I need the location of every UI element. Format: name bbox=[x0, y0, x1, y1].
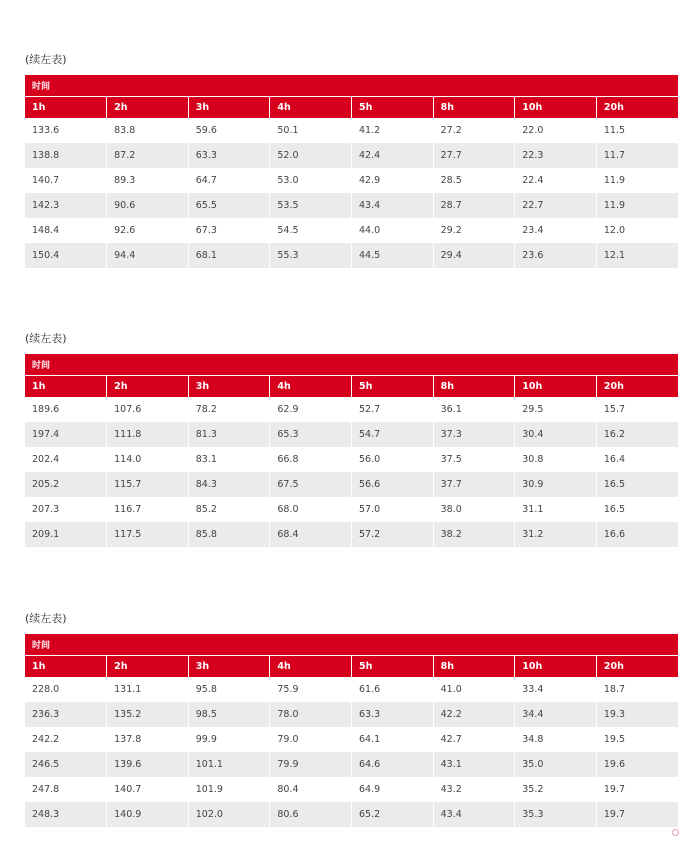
column-header: 4h bbox=[270, 376, 352, 398]
table-cell: 41.2 bbox=[352, 118, 434, 143]
table-cell: 22.7 bbox=[515, 193, 597, 218]
table-cell: 64.6 bbox=[352, 752, 434, 777]
table-cell: 139.6 bbox=[107, 752, 189, 777]
column-header: 4h bbox=[270, 656, 352, 678]
table-cell: 22.4 bbox=[515, 168, 597, 193]
table-cell: 43.4 bbox=[352, 193, 434, 218]
table-cell: 19.7 bbox=[596, 802, 678, 827]
table-row bbox=[25, 168, 678, 193]
column-header: 2h bbox=[107, 376, 189, 398]
table-cell: 81.3 bbox=[188, 422, 270, 447]
table-cell: 27.7 bbox=[433, 143, 515, 168]
table-cell: 31.1 bbox=[515, 497, 597, 522]
table-cell: 140.9 bbox=[107, 802, 189, 827]
table-cell: 102.0 bbox=[188, 802, 270, 827]
table-cell: 35.0 bbox=[515, 752, 597, 777]
table-row bbox=[25, 677, 678, 702]
table-cell: 140.7 bbox=[25, 168, 107, 193]
table-cell: 133.6 bbox=[25, 118, 107, 143]
table-cell: 44.5 bbox=[352, 243, 434, 268]
table-cell: 23.6 bbox=[515, 243, 597, 268]
table-row bbox=[25, 397, 678, 422]
table-cell: 148.4 bbox=[25, 218, 107, 243]
data-table bbox=[25, 354, 678, 547]
table-cell: 142.3 bbox=[25, 193, 107, 218]
table-cell: 101.1 bbox=[188, 752, 270, 777]
table-cell: 68.0 bbox=[270, 497, 352, 522]
table-row bbox=[25, 702, 678, 727]
table-cell: 22.0 bbox=[515, 118, 597, 143]
table-cell: 68.4 bbox=[270, 522, 352, 547]
table-cell: 150.4 bbox=[25, 243, 107, 268]
table-cell: 107.6 bbox=[107, 397, 189, 422]
table-cell: 131.1 bbox=[107, 677, 189, 702]
table-section-3 bbox=[25, 611, 678, 827]
column-header: 1h bbox=[25, 97, 107, 119]
table-cell: 78.2 bbox=[188, 397, 270, 422]
table-cell: 67.3 bbox=[188, 218, 270, 243]
table-cell: 57.2 bbox=[352, 522, 434, 547]
table-row bbox=[25, 522, 678, 547]
table-cell: 61.6 bbox=[352, 677, 434, 702]
table-cell: 55.3 bbox=[270, 243, 352, 268]
table-cell: 56.6 bbox=[352, 472, 434, 497]
table-cell: 52.7 bbox=[352, 397, 434, 422]
column-header: 2h bbox=[107, 656, 189, 678]
time-group-header: 时间 bbox=[25, 634, 678, 656]
table-cell: 83.1 bbox=[188, 447, 270, 472]
column-header: 20h bbox=[596, 97, 678, 119]
column-header: 10h bbox=[515, 97, 597, 119]
table-cell: 137.8 bbox=[107, 727, 189, 752]
table-cell: 33.4 bbox=[515, 677, 597, 702]
table-cell: 42.9 bbox=[352, 168, 434, 193]
table-cell: 79.9 bbox=[270, 752, 352, 777]
table-cell: 22.3 bbox=[515, 143, 597, 168]
table-cell: 85.2 bbox=[188, 497, 270, 522]
column-header: 3h bbox=[188, 656, 270, 678]
table-cell: 31.2 bbox=[515, 522, 597, 547]
column-header: 1h bbox=[25, 376, 107, 398]
table-cell: 111.8 bbox=[107, 422, 189, 447]
table-cell: 246.5 bbox=[25, 752, 107, 777]
table-cell: 90.6 bbox=[107, 193, 189, 218]
table-cell: 28.7 bbox=[433, 193, 515, 218]
table-cell: 50.1 bbox=[270, 118, 352, 143]
table-cell: 53.0 bbox=[270, 168, 352, 193]
table-cell: 87.2 bbox=[107, 143, 189, 168]
table-cell: 11.9 bbox=[596, 193, 678, 218]
table-cell: 29.2 bbox=[433, 218, 515, 243]
table-cell: 205.2 bbox=[25, 472, 107, 497]
table-cell: 242.2 bbox=[25, 727, 107, 752]
table-cell: 16.4 bbox=[596, 447, 678, 472]
watermark-logo-icon bbox=[672, 829, 679, 836]
table-cell: 43.4 bbox=[433, 802, 515, 827]
table-cell: 16.5 bbox=[596, 472, 678, 497]
table-row bbox=[25, 118, 678, 143]
table-cell: 35.3 bbox=[515, 802, 597, 827]
table-cell: 65.3 bbox=[270, 422, 352, 447]
column-header: 3h bbox=[188, 97, 270, 119]
table-cell: 29.5 bbox=[515, 397, 597, 422]
table-cell: 43.2 bbox=[433, 777, 515, 802]
table-cell: 12.0 bbox=[596, 218, 678, 243]
column-header: 1h bbox=[25, 656, 107, 678]
table-caption: (续左表) bbox=[25, 612, 67, 625]
column-header: 5h bbox=[352, 376, 434, 398]
table-cell: 27.2 bbox=[433, 118, 515, 143]
column-header: 2h bbox=[107, 97, 189, 119]
table-row bbox=[25, 472, 678, 497]
column-header: 5h bbox=[352, 656, 434, 678]
column-header: 20h bbox=[596, 656, 678, 678]
table-cell: 35.2 bbox=[515, 777, 597, 802]
table-cell: 16.5 bbox=[596, 497, 678, 522]
table-cell: 79.0 bbox=[270, 727, 352, 752]
table-cell: 43.1 bbox=[433, 752, 515, 777]
table-cell: 62.9 bbox=[270, 397, 352, 422]
table-cell: 228.0 bbox=[25, 677, 107, 702]
table-cell: 140.7 bbox=[107, 777, 189, 802]
column-header: 10h bbox=[515, 376, 597, 398]
table-cell: 57.0 bbox=[352, 497, 434, 522]
column-header: 3h bbox=[188, 376, 270, 398]
table-cell: 11.9 bbox=[596, 168, 678, 193]
data-table bbox=[25, 75, 678, 268]
table-cell: 29.4 bbox=[433, 243, 515, 268]
table-row bbox=[25, 218, 678, 243]
table-cell: 78.0 bbox=[270, 702, 352, 727]
table-cell: 16.6 bbox=[596, 522, 678, 547]
table-cell: 54.5 bbox=[270, 218, 352, 243]
table-cell: 64.1 bbox=[352, 727, 434, 752]
table-cell: 65.2 bbox=[352, 802, 434, 827]
table-cell: 30.8 bbox=[515, 447, 597, 472]
table-cell: 36.1 bbox=[433, 397, 515, 422]
table-cell: 117.5 bbox=[107, 522, 189, 547]
table-cell: 89.3 bbox=[107, 168, 189, 193]
table-cell: 236.3 bbox=[25, 702, 107, 727]
table-cell: 16.2 bbox=[596, 422, 678, 447]
table-cell: 42.4 bbox=[352, 143, 434, 168]
table-row bbox=[25, 777, 678, 802]
column-header: 8h bbox=[433, 376, 515, 398]
table-cell: 63.3 bbox=[352, 702, 434, 727]
table-cell: 189.6 bbox=[25, 397, 107, 422]
table-caption: (续左表) bbox=[25, 53, 67, 66]
table-cell: 63.3 bbox=[188, 143, 270, 168]
table-cell: 248.3 bbox=[25, 802, 107, 827]
table-row bbox=[25, 752, 678, 777]
table-cell: 138.8 bbox=[25, 143, 107, 168]
table-cell: 11.5 bbox=[596, 118, 678, 143]
table-cell: 65.5 bbox=[188, 193, 270, 218]
table-cell: 202.4 bbox=[25, 447, 107, 472]
table-cell: 68.1 bbox=[188, 243, 270, 268]
table-cell: 38.2 bbox=[433, 522, 515, 547]
table-cell: 19.5 bbox=[596, 727, 678, 752]
table-cell: 98.5 bbox=[188, 702, 270, 727]
table-cell: 44.0 bbox=[352, 218, 434, 243]
table-cell: 19.3 bbox=[596, 702, 678, 727]
table-cell: 116.7 bbox=[107, 497, 189, 522]
table-cell: 12.1 bbox=[596, 243, 678, 268]
table-cell: 37.7 bbox=[433, 472, 515, 497]
table-section-2 bbox=[25, 331, 678, 547]
table-cell: 75.9 bbox=[270, 677, 352, 702]
table-cell: 56.0 bbox=[352, 447, 434, 472]
table-cell: 80.6 bbox=[270, 802, 352, 827]
column-header: 20h bbox=[596, 376, 678, 398]
table-cell: 64.9 bbox=[352, 777, 434, 802]
table-caption: (续左表) bbox=[25, 332, 67, 345]
table-row bbox=[25, 193, 678, 218]
table-cell: 38.0 bbox=[433, 497, 515, 522]
column-header: 4h bbox=[270, 97, 352, 119]
table-cell: 34.8 bbox=[515, 727, 597, 752]
table-cell: 207.3 bbox=[25, 497, 107, 522]
table-cell: 95.8 bbox=[188, 677, 270, 702]
table-cell: 42.2 bbox=[433, 702, 515, 727]
column-header: 8h bbox=[433, 97, 515, 119]
table-cell: 85.8 bbox=[188, 522, 270, 547]
table-cell: 23.4 bbox=[515, 218, 597, 243]
table-row bbox=[25, 727, 678, 752]
table-cell: 135.2 bbox=[107, 702, 189, 727]
table-cell: 19.6 bbox=[596, 752, 678, 777]
table-cell: 37.3 bbox=[433, 422, 515, 447]
column-header: 5h bbox=[352, 97, 434, 119]
table-row bbox=[25, 802, 678, 827]
table-cell: 52.0 bbox=[270, 143, 352, 168]
time-group-header: 时间 bbox=[25, 354, 678, 376]
table-cell: 92.6 bbox=[107, 218, 189, 243]
table-row bbox=[25, 422, 678, 447]
table-row bbox=[25, 243, 678, 268]
data-table bbox=[25, 634, 678, 827]
table-row bbox=[25, 497, 678, 522]
table-cell: 101.9 bbox=[188, 777, 270, 802]
table-cell: 37.5 bbox=[433, 447, 515, 472]
table-cell: 94.4 bbox=[107, 243, 189, 268]
column-header: 10h bbox=[515, 656, 597, 678]
table-cell: 99.9 bbox=[188, 727, 270, 752]
table-cell: 66.8 bbox=[270, 447, 352, 472]
table-cell: 11.7 bbox=[596, 143, 678, 168]
column-header: 8h bbox=[433, 656, 515, 678]
table-row bbox=[25, 143, 678, 168]
table-cell: 15.7 bbox=[596, 397, 678, 422]
table-cell: 247.8 bbox=[25, 777, 107, 802]
time-group-header: 时间 bbox=[25, 75, 678, 97]
table-cell: 41.0 bbox=[433, 677, 515, 702]
table-cell: 114.0 bbox=[107, 447, 189, 472]
table-cell: 18.7 bbox=[596, 677, 678, 702]
table-cell: 34.4 bbox=[515, 702, 597, 727]
table-cell: 83.8 bbox=[107, 118, 189, 143]
table-cell: 59.6 bbox=[188, 118, 270, 143]
table-cell: 80.4 bbox=[270, 777, 352, 802]
table-cell: 28.5 bbox=[433, 168, 515, 193]
table-section-1 bbox=[25, 52, 678, 268]
watermark bbox=[672, 829, 679, 836]
table-cell: 54.7 bbox=[352, 422, 434, 447]
table-cell: 197.4 bbox=[25, 422, 107, 447]
table-cell: 30.4 bbox=[515, 422, 597, 447]
table-cell: 19.7 bbox=[596, 777, 678, 802]
table-cell: 64.7 bbox=[188, 168, 270, 193]
table-cell: 53.5 bbox=[270, 193, 352, 218]
table-cell: 115.7 bbox=[107, 472, 189, 497]
table-cell: 30.9 bbox=[515, 472, 597, 497]
table-cell: 84.3 bbox=[188, 472, 270, 497]
table-cell: 42.7 bbox=[433, 727, 515, 752]
table-row bbox=[25, 447, 678, 472]
table-cell: 209.1 bbox=[25, 522, 107, 547]
table-cell: 67.5 bbox=[270, 472, 352, 497]
